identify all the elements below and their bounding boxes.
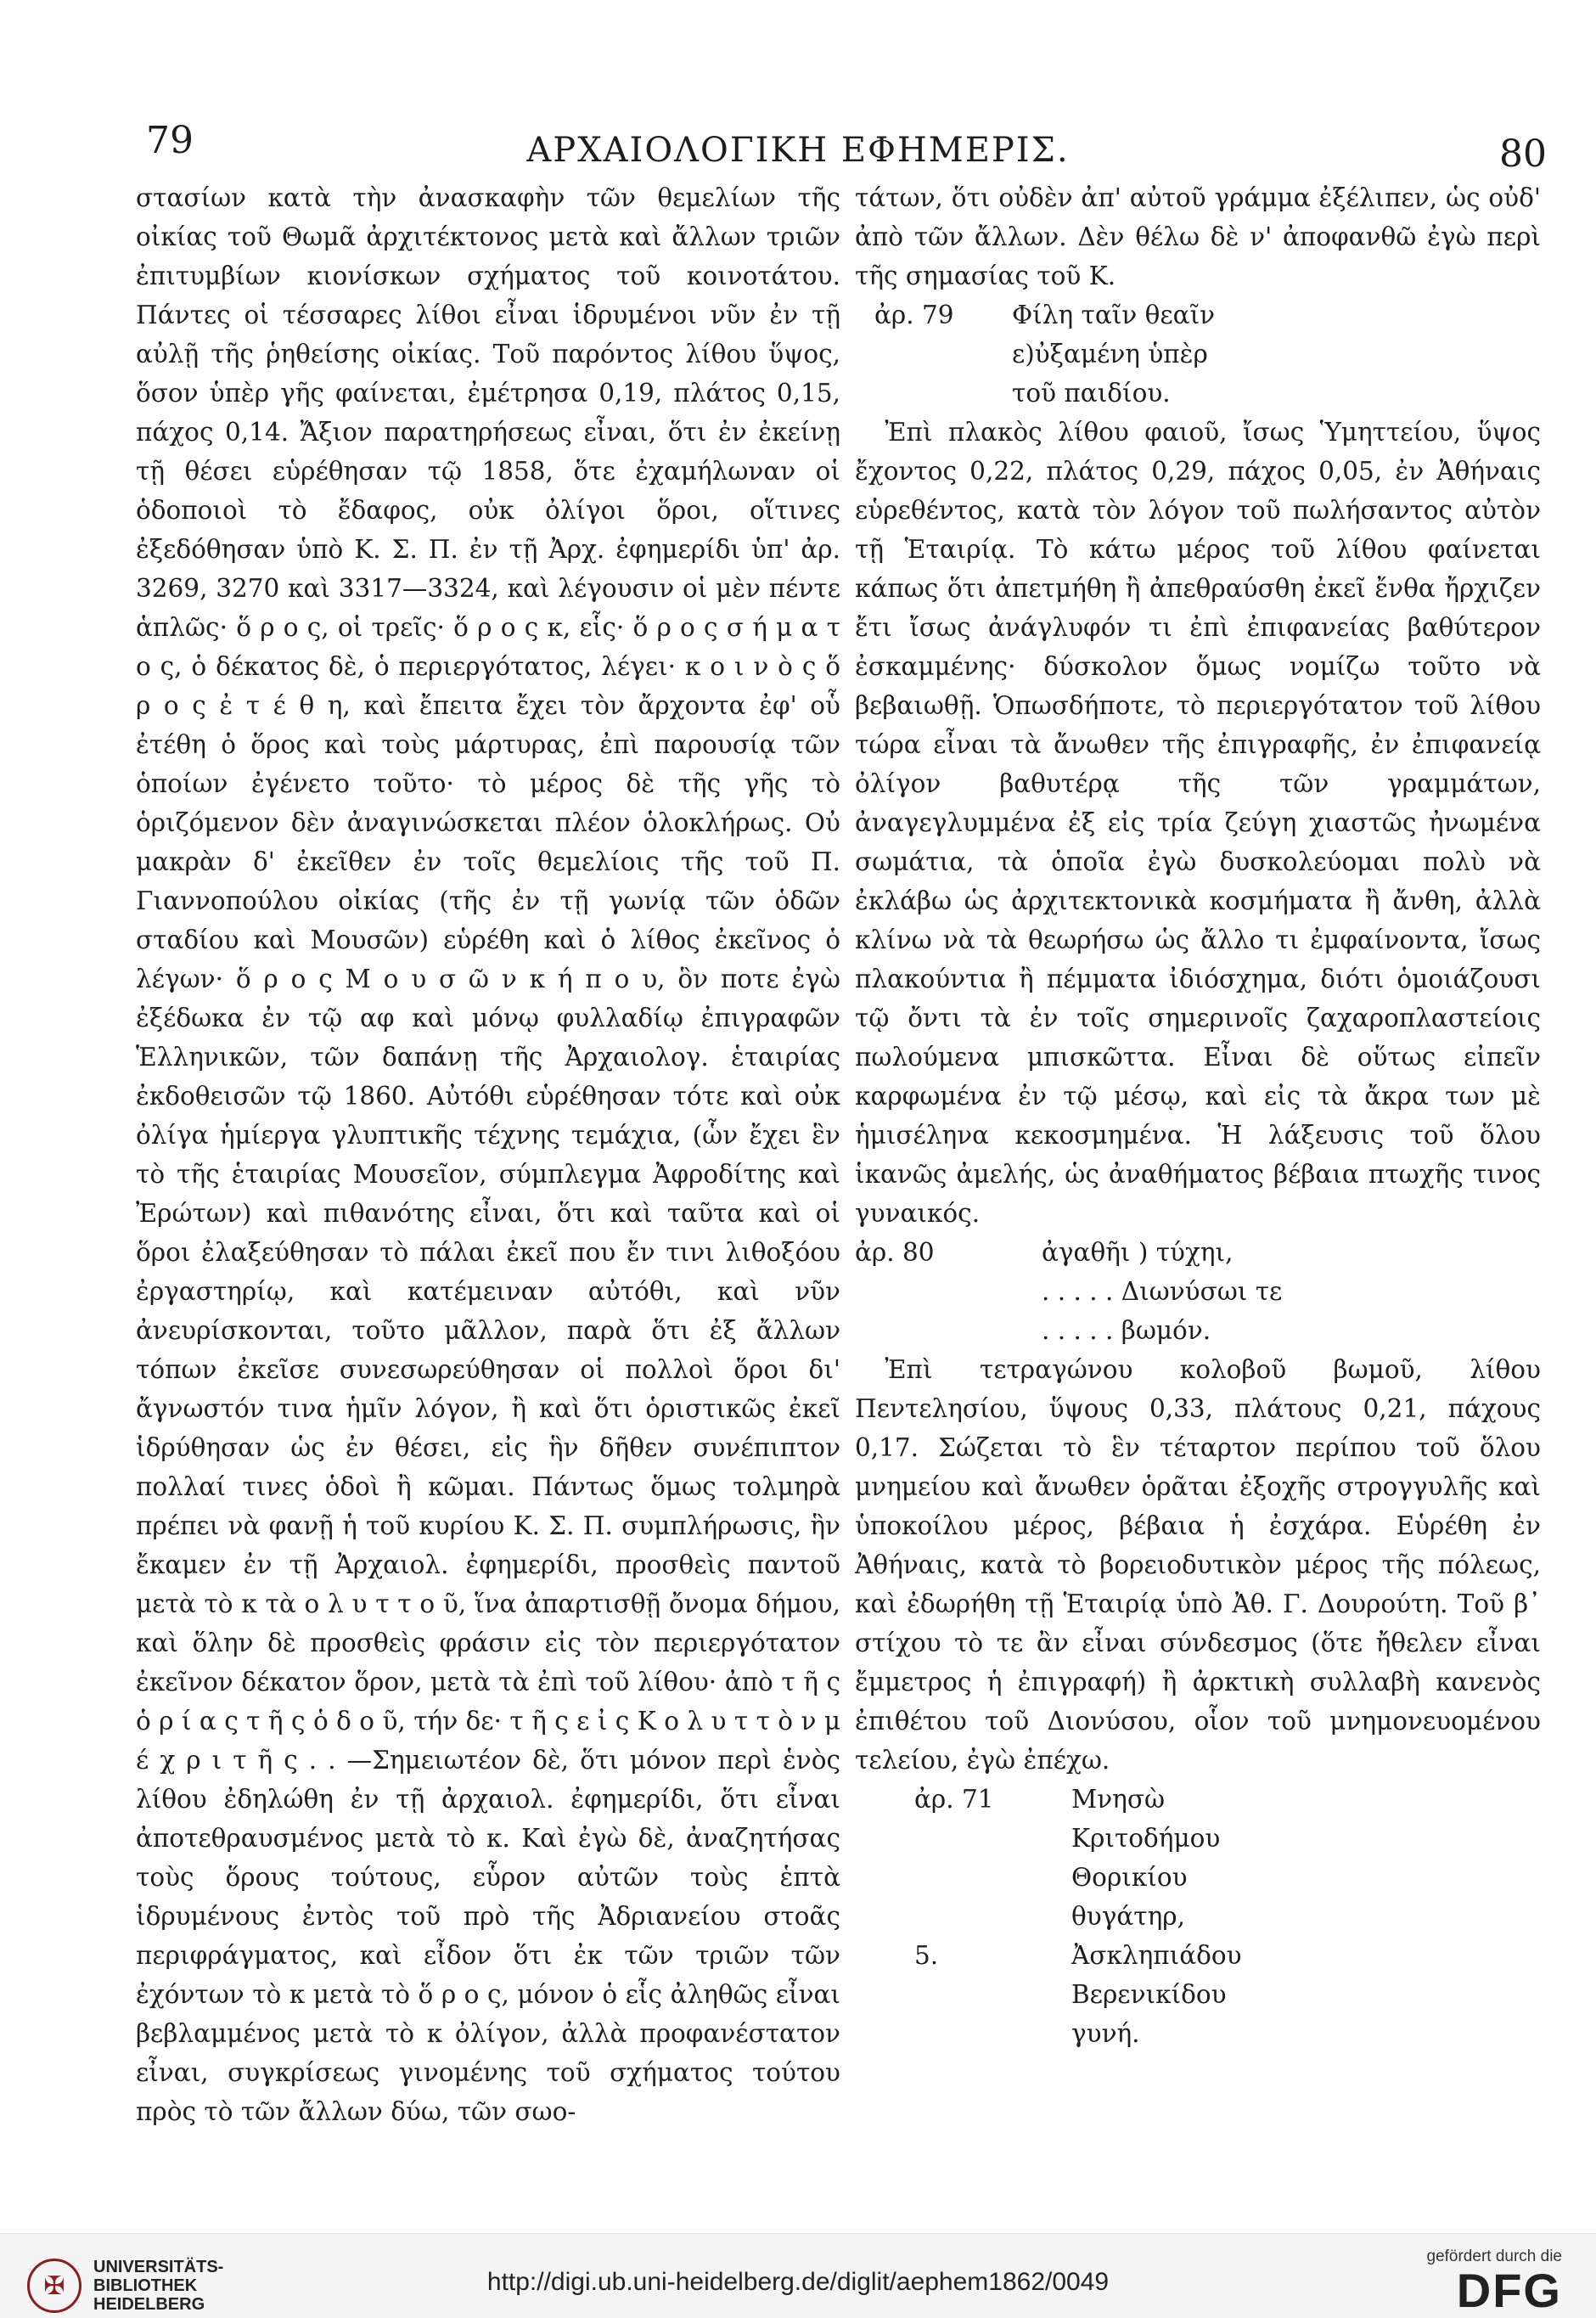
inscription-line [855, 1233, 1541, 1272]
inscription-line [855, 1272, 1541, 1311]
running-header [0, 119, 1596, 178]
page-number-right: 80 [1499, 132, 1547, 176]
inscription-text: ε)ὐξαμένη ὑπὲρ [1012, 340, 1208, 369]
inscription-line [855, 1897, 1541, 1936]
inscription-text: . . . . . βωμόν. [1042, 1316, 1211, 1345]
inscription-text: Φίλη ταῖν θεαῖν [1012, 301, 1216, 329]
inscription-text: Βερενικίδου [1071, 1980, 1227, 2009]
commentary-80: Ἐπὶ τετραγώνου κολοβοῦ βωμοῦ, λίθου Πεντελησίου, ὕψους 0,33, πλάτους 0,21, πάχους 0,17. Σώζεται τὸ ἓν τέταρτον περίπου τοῦ ὅλου μνημείου καὶ ἄνωθεν ὁρᾶται ἐξοχῆς στρογγυλῆς καὶ ὑποκοίλου μέρος, βέβαια ἡ ἐσχάρα. Εὑρέθη ἐν Ἀθήναις, κατὰ τὸ βορειοδυτικὸν μέρος τῆς πόλεως, καὶ ἐδωρήθη τῇ Ἑταιρίᾳ ὑπὸ Ἀθ. Γ. Δουρούτη. Τοῦ β᾽ στίχου τὸ τε ἂν εἶναι σύνδεσμος (ὅτε ἤθελεν εἶναι ἔμμετρος ἡ ἐπιγραφή) ἢ ἀρκτικὴ συλλαβὴ κανενὸς ἐπιθέτου τοῦ Διονύσου, οἷον τοῦ μνημονευομένου τελείου, ἐγὼ ἐπέχω. [855, 1355, 1541, 1775]
inscription-line [855, 1819, 1541, 1858]
sponsor-block[interactable] [1427, 2248, 1563, 2315]
journal-title: ΑΡΧΑΙΟΛΟΓΙΚΗ ΕΦΗΜΕΡΙΣ. [526, 131, 1070, 170]
inscription-number: ἀρ. 80 [855, 1238, 935, 1267]
right-column [855, 178, 1541, 2053]
continuation-paragraph: τάτων, ὅτι οὐδὲν ἀπ' αὐτοῦ γράμμα ἐξέλιπεν, ὡς οὐδ' ἀπὸ τῶν ἄλλων. Δὲν θέλω δὲ ν' ἀποφανθῶ ἐγὼ περὶ τῆς σημασίας τοῦ Κ. [855, 183, 1541, 290]
inscription-number: 5. [914, 1941, 939, 1970]
viewer-footer [0, 2233, 1596, 2318]
inscription-80 [855, 1233, 1541, 1350]
inscription-text: Κριτοδήμου [1071, 1824, 1221, 1853]
left-column [136, 178, 840, 2131]
inscription-line [855, 2014, 1541, 2053]
inscription-number: ἀρ. 71 [914, 1785, 994, 1814]
permalink-url[interactable]: http://digi.ub.uni-heidelberg.de/diglit/aephem1862/0049 [486, 2268, 1110, 2296]
inscription-text: τοῦ παιδίου. [1012, 379, 1171, 408]
university-seal-icon: ✠ [27, 2259, 81, 2313]
page-number-left: 79 [146, 119, 194, 162]
inscription-text: θυγάτηρ, [1071, 1902, 1185, 1931]
inscription-text: Ἀσκληπιάδου [1071, 1941, 1242, 1970]
library-name-line1: UNIVERSITÄTS- [93, 2258, 224, 2276]
inscription-text: γυνή. [1071, 2019, 1140, 2048]
inscription-line [855, 1858, 1541, 1897]
inscription-line [855, 1780, 1541, 1819]
inscription-line [855, 1311, 1541, 1350]
inscription-text: ἀγαθῆι ) τύχηι, [1042, 1238, 1234, 1267]
inscription-line [855, 335, 1541, 374]
inscription-71 [855, 1780, 1541, 2053]
inscription-number: ἀρ. 79 [874, 301, 954, 329]
inscription-text: Θορικίου [1071, 1863, 1188, 1892]
inscription-text: Μνησὼ [1071, 1785, 1166, 1814]
dfg-logo: DFG [1456, 2264, 1562, 2317]
inscription-text: . . . . . Διωνύσωι τε [1042, 1277, 1283, 1306]
inscription-line [855, 295, 1541, 335]
library-name-line3: HEIDELBERG [93, 2295, 205, 2314]
sponsor-label: gefördert durch die [1426, 2248, 1562, 2265]
left-column-text: στασίων κατὰ τὴν ἀνασκαφὴν τῶν θεμελίων τῆς οἰκίας τοῦ Θωμᾶ ἀρχιτέκτονος μετὰ καὶ ἄλλων τριῶν ἐπιτυμβίων κιονίσκων σχήματος τοῦ κοινοτάτου. Πάντες οἱ τέσσαρες λίθοι εἶναι ἱδρυμένοι νῦν ἐν τῇ αὐλῇ τῆς ῥηθείσης οἰκίας. Τοῦ παρόντος λίθου ὕψος, ὅσον ὑπὲρ γῆς φαίνεται, ἐμέτρησα 0,19, πλάτος 0,15, πάχος 0,14. Ἄξιον παρατηρήσεως εἶναι, ὅτι ἐν ἐκείνῃ τῇ θέσει εὑρέθησαν τῷ 1858, ὅτε ἐχαμήλωναν οἱ ὁδοποιοὶ τὸ ἔδαφος, οὐκ ὀλίγοι ὅροι, οἵτινες ἐξεδόθησαν ὑπὸ Κ. Σ. Π. ἐν τῇ Ἀρχ. ἐφημερίδι ὑπ' ἀρ. 3269, 3270 καὶ 3317—3324, καὶ λέγουσιν οἱ μὲν πέντε ἁπλῶς· ὅ ρ ο ς, οἱ τρεῖς· ὅ ρ ο ς κ, εἷς· ὅ ρ ο ς σ ή μ α τ ο ς, ὁ δέκατος δὲ, ὁ περιεργότατος, λέγει· κ ο ι ν ὸ ς ὅ ρ ο ς ἐ τ έ θ η, καὶ ἔπειτα ἔχει τὸν ἄρχοντα ἐφ' οὗ ἐτέθη ὁ ὅρος καὶ τοὺς μάρτυρας, ἐπὶ παρουσίᾳ τῶν ὁποίων ἐγένετο τοῦτο· τὸ μέρος δὲ τῆς γῆς τὸ ὁριζόμενον δὲν ἀναγινώσκεται πλέον ὁλοκλήρως. Οὐ μακρὰν δ' ἐκεῖθεν ἐν τοῖς θεμελίοις τῆς τοῦ Π. Γιαννοπούλου οἰκίας (τῆς ἐν τῇ γωνίᾳ τῶν ὁδῶν σταδίου καὶ Μουσῶν) εὑρέθη καὶ ὁ λίθος ἐκεῖνος ὁ λέγων· ὅ ρ ο ς Μ ο υ σ ῶ ν κ ή π ο υ, ὃν ποτε ἐγὼ ἐξέδωκα ἐν τῷ αφ καὶ μόνῳ φυλλαδίῳ ἐπιγραφῶν Ἑλληνικῶν, τῶν δαπάνῃ τῆς Ἀρχαιολογ. ἑταιρίας ἐκδοθεισῶν τῷ 1860. Αὐτόθι εὑρέθησαν τότε καὶ οὐκ ὀλίγα ἡμίεργα γλυπτικῆς τέχνης τεμάχια, (ὧν ἔχει ἓν τὸ τῆς ἑταιρίας Μουσεῖον, σύμπλεγμα Ἀφροδίτης καὶ Ἐρώτων) καὶ πιθανότης εἶναι, ὅτι καὶ ταῦτα καὶ οἱ ὅροι ἐλαξεύθησαν τὸ πάλαι ἐκεῖ που ἔν τινι λιθοξόου ἐργαστηρίῳ, καὶ κατέμειναν αὐτόθι, καὶ νῦν ἀνευρίσκονται, τοῦτο μᾶλλον, παρὰ ὅτι ἐξ ἄλλων τόπων ἐκεῖσε συνεσωρεύθησαν οἱ πολλοὶ ὅροι δι' ἄγνωστόν τινα ἡμῖν λόγον, ἢ καὶ ὅτι ὁριστικῶς ἐκεῖ ἱδρύθησαν ὡς ἐν θέσει, εἰς ἣν δῆθεν συνέπιπτον πολλαί τινες ὁδοὶ ἢ κῶμαι. Πάντως ὅμως τολμηρὰ πρέπει νὰ φανῇ ἡ τοῦ κυρίου Κ. Σ. Π. συμπλήρωσις, ἣν ἔκαμεν ἐν τῇ Ἀρχαιολ. ἐφημερίδι, προσθεὶς παντοῦ μετὰ τὸ κ τὰ ο λ υ τ τ ο ῦ, ἵνα ἀπαρτισθῇ ὄνομα δήμου, καὶ ὅλην δὲ προσθεὶς φράσιν εἰς τὸν περιεργότατον ἐκεῖνον δέκατον ὅρον, μετὰ τὰ ἐπὶ τοῦ λίθου· ἀπὸ τ ῆ ς ὁ ρ ί α ς τ ῆ ς ὁ δ ο ῦ, τήν δε· τ ῆ ς ε ἰ ς Κ ο λ υ τ τ ὸ ν μ έ χ ρ ι τ ῆ ς . . —Σημειωτέον δὲ, ὅτι μόνον περὶ ἑνὸς λίθου ἐδηλώθη ἐν τῇ ἀρχαιολ. ἐφημερίδι, ὅτι εἶναι ἀποτεθραυσμένος μετὰ τὸ κ. Καὶ ἐγὼ δὲ, ἀναζητήσας τοὺς ὅρους τούτους, εὗρον αὐτῶν τοὺς ἑπτὰ ἱδρυμένους ἐντὸς τοῦ πρὸ τῆς Ἀδριανείου στοᾶς περιφράγματος, καὶ εἶδον ὅτι ἐκ τῶν τριῶν τῶν ἐχόντων τὸ κ μετὰ τὸ ὅ ρ ο ς, μόνον ὁ εἷς ἀληθῶς εἶναι βεβλαμμένος μετὰ τὸ κ ὀλίγον, ἀλλὰ προφανέστατον εἶναι, συγκρίσεως γινομένης τοῦ σχήματος τούτου πρὸς τὸ τῶν ἄλλων δύω, τῶν σωο- [136, 183, 840, 2126]
inscription-line [855, 1936, 1541, 1975]
inscription-79 [855, 295, 1541, 413]
library-name-line2: BIBLIOTHEK [93, 2276, 198, 2295]
commentary-79: Ἐπὶ πλακὸς λίθου φαιοῦ, ἴσως Ὑμηττείου, ὕψος ἔχοντος 0,22, πλάτος 0,29, πάχος 0,05, ἐν Ἀθήναις εὑρεθέντος, κατὰ τὸν λόγον τοῦ πωλήσαντος αὐτὸν τῇ Ἑταιρίᾳ. Τὸ κάτω μέρος τοῦ λίθου φαίνεται κάπως ὅτι ἀπετμήθη ἢ ἀπεθραύσθη ἐκεῖ ἔνθα ἤρχιζεν ἔτι ἴσως ἀνάγλυφόν τι ἐπὶ ἐπιφανείας βαθύτερον ἐσκαμμένης· δύσκολον ὅμως νομίζω τοῦτο νὰ βεβαιωθῇ. Ὁπωσδήποτε, τὸ περιεργότατον τοῦ λίθου τώρα εἶναι τὰ ἄνωθεν τῆς ἐπιγραφῆς, ἐν ἐπιφανείᾳ ὀλίγον βαθυτέρᾳ τῆς τῶν γραμμάτων, ἀναγεγλυμμένα ἐξ εἰς τρία ζεύγη χιαστῶς ἠνωμένα σωμάτια, τὰ ὁποῖα ἐγὼ δυσκολεύομαι πολὺ νὰ ἐκλάβω ὡς ἀρχιτεκτονικὰ κοσμήματα ἢ ἄνθη, ἀλλὰ κλίνω νὰ τὰ θεωρήσω ὡς ἄλλο τι ἐμφαίνοντα, ἴσως πλακούντια ἢ πέμματα ἰδιόσχημα, διότι ὁμοιάζουσι τῷ ὄντι τὰ ἐν τοῖς σημερινοῖς ζαχαροπλαστείοις πωλούμενα μπισκῶττα. Εἶναι δὲ οὕτως εἰπεῖν καρφωμένα ἐν τῷ μέσῳ, καὶ εἰς τὰ ἄκρα των μὲ ἡμισέληνα κεκοσμημένα. Ἡ λάξευσις τοῦ ὅλου ἱκανῶς ἀμελής, ὡς ἀναθήματος βέβαια πτωχῆς τινος γυναικός. [855, 418, 1541, 1228]
inscription-line [855, 374, 1541, 413]
inscription-line [855, 1975, 1541, 2014]
